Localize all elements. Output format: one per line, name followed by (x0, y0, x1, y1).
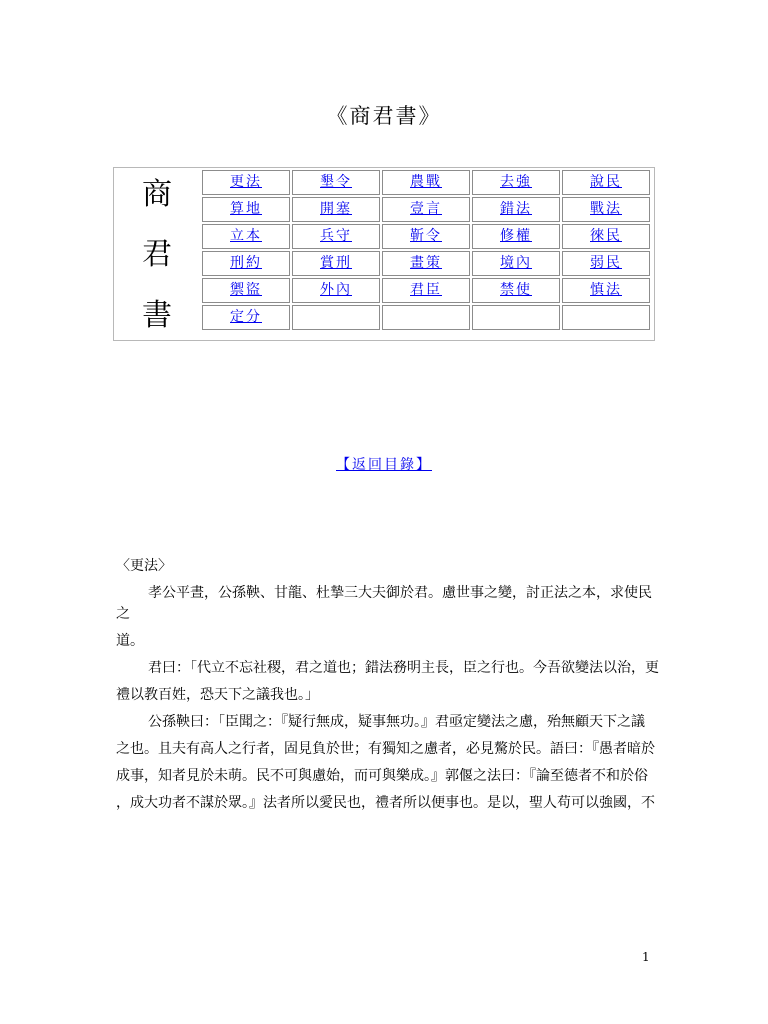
chapter-link[interactable]: 錯法 (500, 201, 532, 217)
body-line: 成事，知者見於未萌。民不可與慮始，而可與樂成。』郭偃之法曰：『論至德者不和於俗 (116, 768, 648, 784)
chapter-link[interactable]: 立本 (230, 228, 262, 244)
chapter-cell (292, 278, 380, 303)
chapter-cell (292, 197, 380, 222)
chapter-link[interactable]: 開塞 (320, 201, 352, 217)
book-title-char: 商 (142, 177, 172, 212)
body-line: 公孫鞅曰：「臣聞之：『疑行無成，疑事無功。』君亟定變法之慮，殆無顧天下之議 (148, 714, 645, 730)
chapter-link[interactable]: 外內 (320, 282, 352, 298)
body-line: 孝公平晝，公孫鞅、甘龍、杜摯三大夫御於君。慮世事之變，討正法之本，求使民之 (116, 585, 652, 622)
book-title-char: 書 (142, 298, 172, 333)
chapter-row (202, 170, 650, 195)
back-to-contents-link[interactable]: 【返回目錄】 (336, 457, 432, 473)
chapter-link[interactable]: 畫策 (410, 255, 442, 271)
chapter-cell (472, 224, 560, 249)
chapter-cell (382, 251, 470, 276)
chapter-link[interactable]: 靳令 (410, 228, 442, 244)
chapter-link[interactable]: 徠民 (590, 228, 622, 244)
chapter-link[interactable]: 戰法 (590, 201, 622, 217)
chapter-cell (292, 251, 380, 276)
chapter-link[interactable]: 刑約 (230, 255, 262, 271)
body-line: 之也。且夫有高人之行者，固見負於世；有獨知之慮者，必見驁於民。語曰：『愚者暗於 (116, 741, 655, 757)
chapter-cell (562, 251, 650, 276)
page-number: 1 (642, 950, 650, 964)
chapter-cell (562, 224, 650, 249)
chapter-link[interactable]: 君臣 (410, 282, 442, 298)
chapter-cell (202, 224, 290, 249)
body-line: 道。 (116, 633, 144, 649)
body-line: ，成大功者不謀於眾。』法者所以愛民也，禮者所以便事也。是以，聖人苟可以強國，不 (116, 795, 655, 811)
chapter-cell (562, 278, 650, 303)
chapter-link[interactable]: 去強 (500, 174, 532, 190)
chapter-row (202, 278, 650, 303)
chapter-row (202, 305, 650, 330)
chapter-link[interactable]: 墾令 (320, 174, 352, 190)
chapter-cell (562, 170, 650, 195)
back-to-contents (0, 454, 768, 474)
chapter-link[interactable]: 說民 (590, 174, 622, 190)
chapter-link[interactable]: 修權 (500, 228, 532, 244)
empty-cell (382, 305, 470, 330)
book-title-char: 君 (142, 237, 172, 272)
chapter-cell (472, 197, 560, 222)
chapter-cell (472, 278, 560, 303)
chapter-cell (202, 305, 290, 330)
chapter-cell (382, 197, 470, 222)
book-title-vertical (114, 168, 200, 340)
chapter-link[interactable]: 弱民 (590, 255, 622, 271)
chapter-link[interactable]: 壹言 (410, 201, 442, 217)
body-line: 君曰：「代立不忘社稷，君之道也；錯法務明主長，臣之行也。今吾欲變法以治，更 (148, 660, 659, 676)
chapter-cell (292, 224, 380, 249)
document-title: 《商君書》 (326, 104, 442, 128)
chapter-link[interactable]: 農戰 (410, 174, 442, 190)
body-line: 禮以教百姓，恐天下之議我也。」 (116, 687, 319, 703)
chapter-cell (472, 170, 560, 195)
chapter-link[interactable]: 慎法 (590, 282, 622, 298)
empty-cell (292, 305, 380, 330)
chapter-cell (472, 251, 560, 276)
chapter-row (202, 251, 650, 276)
chapter-cell (202, 197, 290, 222)
chapter-link[interactable]: 禁使 (500, 282, 532, 298)
chapter-link[interactable]: 境內 (500, 255, 532, 271)
chapter-text (116, 556, 661, 820)
chapter-link[interactable]: 賞刑 (320, 255, 352, 271)
chapter-index-table (113, 167, 655, 341)
chapter-link[interactable]: 更法 (230, 174, 262, 190)
chapter-cell (382, 278, 470, 303)
chapter-cell (202, 251, 290, 276)
chapter-row (202, 197, 650, 222)
chapter-cell (562, 197, 650, 222)
chapter-link[interactable]: 禦盜 (230, 282, 262, 298)
chapter-heading: 〈更法〉 (116, 558, 172, 574)
chapter-cell (382, 170, 470, 195)
chapter-link[interactable]: 算地 (230, 201, 262, 217)
chapter-row (202, 224, 650, 249)
chapter-link[interactable]: 兵守 (320, 228, 352, 244)
chapter-grid (200, 168, 652, 332)
chapter-link[interactable]: 定分 (230, 309, 262, 325)
empty-cell (562, 305, 650, 330)
empty-cell (472, 305, 560, 330)
chapter-cell (382, 224, 470, 249)
chapter-cell (202, 278, 290, 303)
chapter-cell (202, 170, 290, 195)
chapter-cell (292, 170, 380, 195)
